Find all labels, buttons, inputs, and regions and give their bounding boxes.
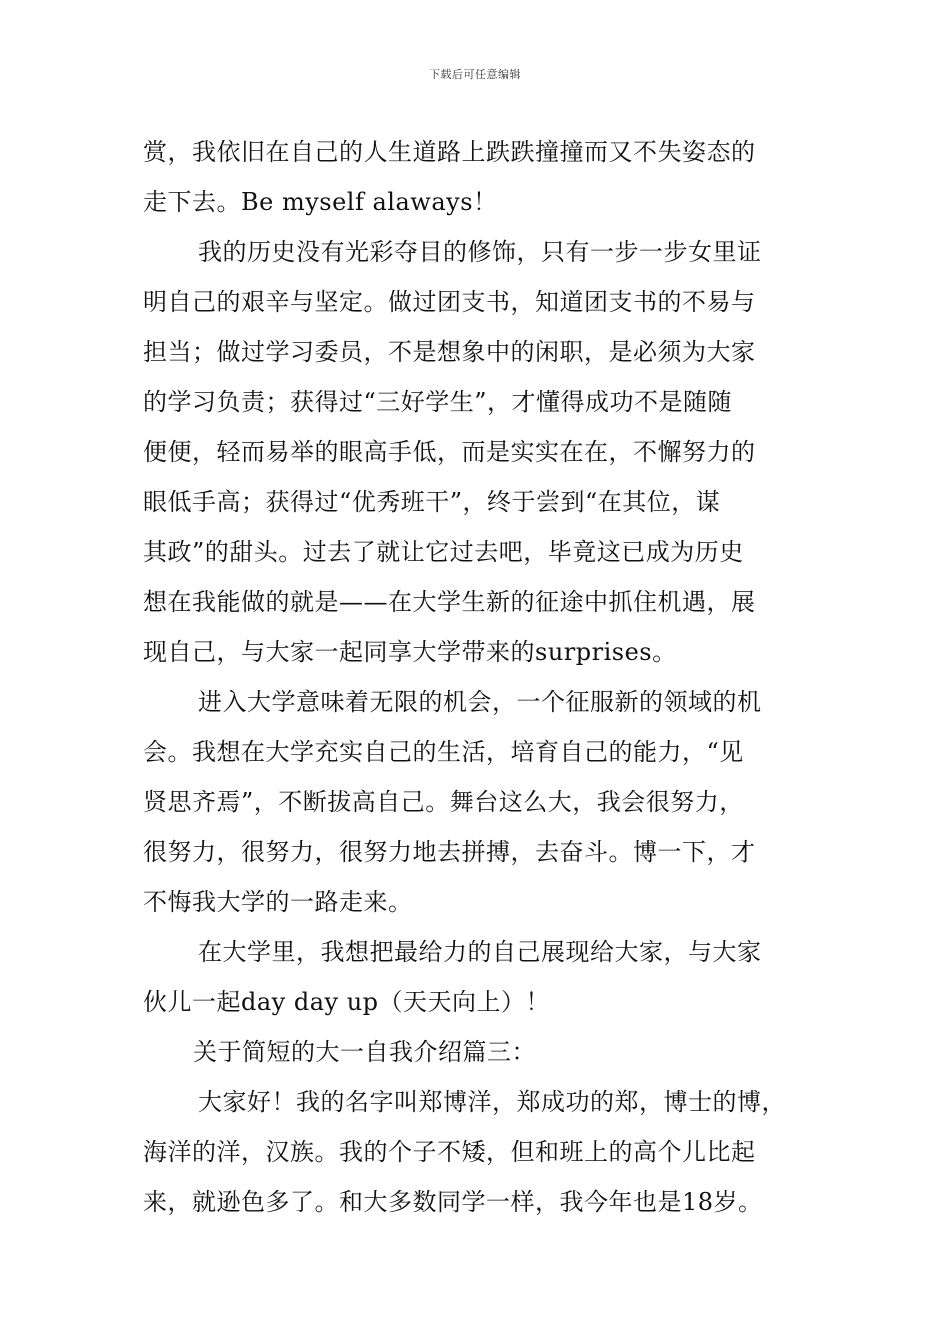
text-line: 的学习负责；获得过“三好学生”，才懂得成功不是随随	[143, 388, 733, 416]
text-line: 赏，我依旧在自己的人生道路上跌跌撞撞而又不失姿态的	[143, 138, 756, 166]
header-note: 下载后可任意编辑	[429, 68, 521, 81]
text-line: 不悔我大学的一路走来。	[143, 888, 413, 916]
text-line: 想在我能做的就是——在大学生新的征途中抓住机遇，展	[143, 588, 756, 616]
paragraph-start-line: 大家好！我的名字叫郑博洋，郑成功的郑，博士的博，	[198, 1088, 786, 1116]
document-body	[143, 127, 833, 1227]
paragraph-start-line: 在大学里，我想把最给力的自己展现给大家，与大家	[198, 938, 762, 966]
text-line: 贤思齐焉”，不断拔高自己。舞台这么大，我会很努力，	[143, 788, 744, 816]
text-line: 眼低手高；获得过“优秀班干”，终于尝到“在其位，谋	[143, 488, 721, 516]
text-line: 便便，轻而易举的眼高手低，而是实实在在，不懈努力的	[143, 438, 756, 466]
text-line: 会。我想在大学充实自己的生活，培育自己的能力，“见	[143, 738, 744, 766]
paragraph-start-line: 进入大学意味着无限的机会，一个征服新的领域的机	[198, 688, 762, 716]
text-line: 其政”的甜头。过去了就让它过去吧，毕竟这已成为历史	[143, 538, 744, 566]
text-line: 伙儿一起day day up（天天向上）！	[143, 988, 551, 1016]
text-line: 海洋的洋，汉族。我的个子不矮，但和班上的高个儿比起	[143, 1138, 756, 1166]
text-line: 来，就逊色多了。和大多数同学一样，我今年也是18岁。	[143, 1188, 763, 1216]
text-line: 明自己的艰辛与坚定。做过团支书，知道团支书的不易与	[143, 288, 756, 316]
text-line: 很努力，很努力，很努力地去拼搏，去奋斗。博一下，才	[143, 838, 756, 866]
paragraph-start-line: 我的历史没有光彩夺目的修饰，只有一步一步女里证	[198, 238, 762, 266]
text-line: 担当；做过学习委员，不是想象中的闲职，是必须为大家	[143, 338, 756, 366]
text-line: 走下去。Be myself alaways！	[143, 188, 498, 216]
section-heading: 关于简短的大一自我介绍篇三：	[193, 1038, 536, 1066]
text-line: 现自己，与大家一起同享大学带来的surprises。	[143, 638, 677, 666]
